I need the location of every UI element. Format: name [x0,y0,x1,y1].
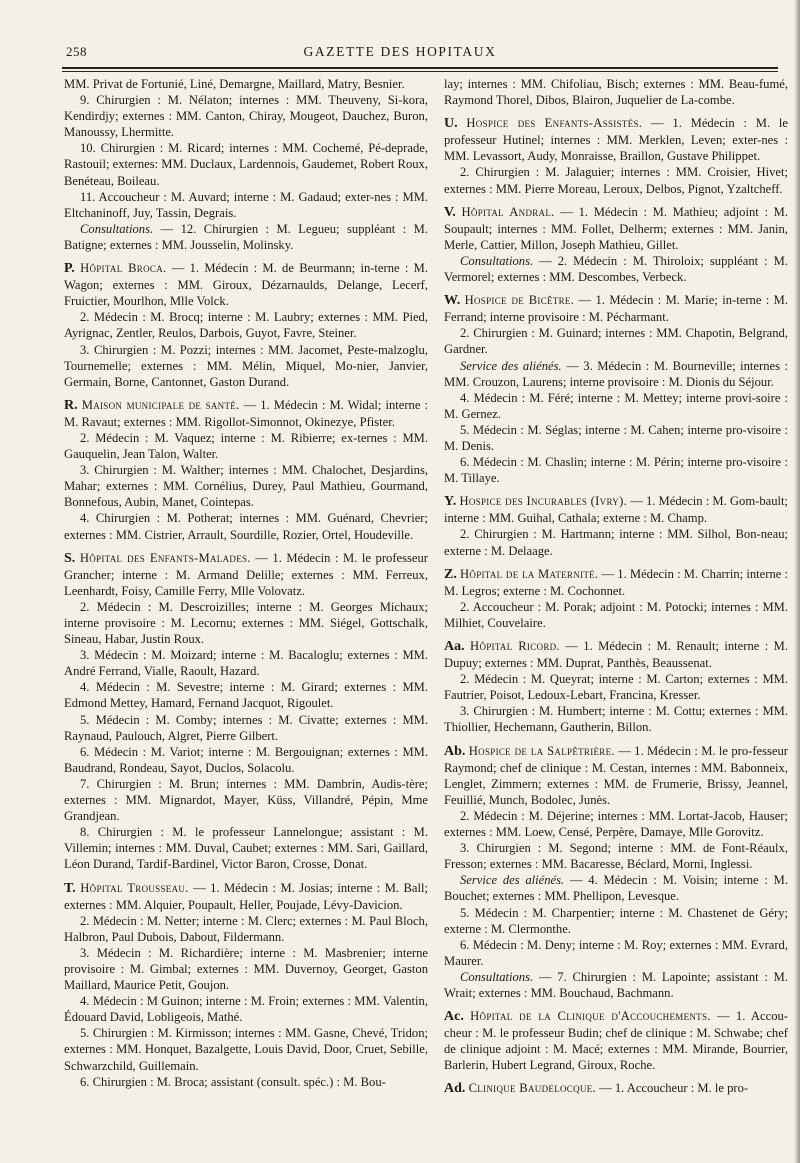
text-paragraph [64,647,428,679]
text-paragraph [64,76,428,92]
paragraph-text: 3. Chirurgien : M. Segond; interne : MM. de Font-Réaulx, Fresson; externes : MM. Bacaresse, Béclard, Morni, Inglessi. [444,841,788,872]
text-paragraph [444,671,788,703]
section-heading: Hôpital Broca. [80,261,167,276]
paragraph-text: 6. Chirurgien : M. Broca; assistant (consult. spéc.) : M. Bou- [80,1074,386,1089]
paragraph-text: 2. Chirurgien : M. Hartmann; interne : MM. Silhol, Bon-neau; externe : M. Delaage. [444,527,788,558]
paragraph-text: 5. Médecin : M. Séglas; interne : M. Cahen; interne pro-visoire : M. Denis. [444,422,788,453]
paragraph-text: 2. Médecin : M. Queyrat; interne : M. Carton; externes : MM. Fautrier, Poisot, Ledoux-Lebart, Francina, Kresser. [444,672,788,703]
paragraph-text: — 1. Médecin : M. Renault; interne : M. Dupuy; externes : MM. Duprat, Panthès, Beaussenat. [444,639,789,671]
page-number: 258 [66,44,87,59]
section-heading: Maison municipale de santé. [81,397,240,412]
paragraph-text: — 1. Médecin : M. Charrin; interne : M. Legros; externe : M. Cochonnet. [444,566,788,598]
text-paragraph [444,703,788,735]
text-paragraph [444,599,788,631]
section-paragraph [444,493,788,526]
section-paragraph [444,1080,788,1097]
paragraph-text: 2. Médecin : M. Netter; interne : M. Clerc; externes : M. Paul Bloch, Halbron, Paul Dubois, Dabout, Fildermann. [64,913,428,944]
section-letter: U. [444,116,458,132]
paragraph-text: 3. Chirurgien : M. Walther; internes : MM. Chalochet, Desjardins, Mahar; externes : MM. Cornélius, Durey, Paul Mathieu, Gourmand, Bonnefous, Aubin, Manet, Cointepas. [64,463,428,510]
section-letter: Ad. [444,1081,466,1097]
text-paragraph [64,189,428,221]
paragraph-text: 6. Médecin : M. Chaslin; interne : M. Périn; interne pro-visoire : M. Tillaye. [444,455,788,486]
paragraph-text: 2. Chirurgien : M. Jalaguier; internes : MM. Croisier, Hivet; externes : MM. Pierre Moreau, Leroux, Delbos, Pignot, Yzaltcheff. [444,165,788,196]
right-column [444,76,788,1098]
paragraph-text: 4. Chirurgien : M. Potherat; internes : MM. Guénard, Chevrier; externes : MM. Cistrier, Arrault, Sourdille, Rozier, Ortel, Houdeville. [64,511,428,542]
paragraph-text: 2. Médecin : M. Descroizilles; interne : M. Georges Michaux; interne provisoire : M. Lecornu; externes : MM. Siégel, Gottschalk, Sineau, Habar, Justin Roux. [64,599,428,647]
text-paragraph [64,744,428,776]
section-paragraph [64,397,428,430]
paragraph-text: 4. Médecin : M. Sevestre; interne : M. Girard; externes : MM. Edmond Mettey, Hamard, Fernand Jacquot, Rigoulet. [64,680,428,711]
text-paragraph [64,342,428,390]
text-paragraph [64,993,428,1025]
section-paragraph [444,292,788,325]
paragraph-text: 8. Chirurgien : M. le professeur Lannelongue; assistant : M. Villemin; internes : MM. Duval, Caubet; externes : MM. Sari, Gaillard, Léon Durand, Tardif-Bardinel, Victor Baron, Crosse, Donat. [64,825,428,872]
section-paragraph [444,204,788,253]
section-heading: Hôpital de la Clinique d'Accouchements. [470,1009,711,1024]
text-paragraph [444,840,788,872]
text-paragraph [64,824,428,872]
text-paragraph [444,872,788,904]
section-letter: P. [64,261,75,277]
paragraph-text: — 1. Médecin : M. de Beurmann; in-terne : M. Wagon; externes : MM. Giroux, Dézarnaulds, Delange, Lecerf, Fruictier, Mourlhon, Mlle Volck. [64,261,428,309]
paragraph-text: — 1. Accou-cheur : M. le professeur Budin; chef de clinique : M. Schwabe; chef de clinique adjoint : M. Macé; externes : MM. Mirande, Bourrier, Barlerin, Hubert Legrand, Giroux, Roche. [444,1009,788,1073]
section-letter: Ac. [444,1009,464,1025]
paragraph-text: 9. Chirurgien : M. Nélaton; internes : MM. Theuveny, Si-kora, Kendirdjy; externes : MM. Canton, Chiray, Mougeot, Dauchez, Buron, Manoussy, Lhermitte. [64,93,428,140]
italic-label: Service des aliénés. [460,873,565,888]
paragraph-text: — 12. Chirurgien : M. Legueu; suppléant : M. Batigne; externes : MM. Jousselin, Molinsky. [64,221,428,252]
paragraph-text: 7. Chirurgien : M. Brun; internes : MM. Dambrin, Audis-tère; externes : MM. Mignardot, Mayer, Küss, Villandré, Pépin, Mme Grandjean. [64,776,428,824]
section-paragraph [64,260,428,309]
section-heading: Hôpital Andral. [461,204,555,219]
text-paragraph [444,390,788,422]
text-paragraph [64,599,428,647]
left-column [64,76,428,1090]
paragraph-text: 3. Chirurgien : M. Humbert; interne : M. Cottu; externes : MM. Thiollier, Hechemann, Gautherin, Billon. [444,704,788,735]
paragraph-text: MM. Privat de Fortunié, Liné, Demargne, Maillard, Matry, Besnier. [64,77,405,91]
text-paragraph [64,1074,428,1090]
text-paragraph [64,679,428,711]
paragraph-text: 11. Accoucheur : M. Auvard; interne : M. Gadaud; exter-nes : MM. Eltchaninoff, Juy, Tassin, Degrais. [64,189,428,220]
section-paragraph [444,566,788,599]
text-paragraph [64,140,428,188]
section-paragraph [444,638,788,671]
paragraph-text: 4. Médecin : M Guinon; interne : M. Froin; externes : MM. Valentin, Édouard David, Lobligeois, Mathé. [64,994,428,1025]
section-letter: Ab. [444,743,466,759]
text-paragraph [64,945,428,993]
text-paragraph [444,422,788,454]
italic-label: Consultations. [460,253,534,268]
paragraph-text: 3. Chirurgien : M. Pozzi; internes : MM. Jacomet, Peste-malzoglu, Tournemelle; externes : MM. Mélin, Miquel, Mo-nier, Janvier, Germain, Borne, Cantonnet, Gaston Durand. [64,342,428,389]
italic-label: Consultations. [80,221,154,236]
text-paragraph [64,712,428,744]
paragraph-text: 3. Médecin : M. Richardière; interne : M. Masbrenier; interne provisoire : M. Gimbal; externes : MM. Duvernoy, Georget, Gaston Maillard, Maurice Petit, Goujon. [64,945,428,993]
paragraph-text: — 1. Médecin : M. Marie; in-terne : M. Ferrand; interne provisoire : M. Pécharmant. [444,293,788,325]
text-paragraph [64,221,428,253]
paragraph-text: 6. Médecin : M. Deny; interne : M. Roy; externes : MM. Evrard, Maurer. [444,937,788,968]
paragraph-text: — 4. Médecin : M. Voisin; interne : M. Bouchet; externes : MM. Phellipon, Levesque. [444,873,788,904]
header-rule-thin [62,71,778,72]
section-heading: Hospice de Bicêtre. [464,293,575,308]
section-heading: Hôpital de la Maternité. [460,566,599,581]
section-letter: T. [64,880,76,896]
text-paragraph [64,913,428,945]
paragraph-text: 5. Médecin : M. Charpentier; interne : M. Chastenet de Géry; externe : M. Clermonthe. [444,905,788,936]
section-letter: Aa. [444,639,465,654]
section-letter: Y. [444,494,457,510]
section-heading: Clinique Baudelocque. [468,1081,596,1096]
text-paragraph [444,454,788,486]
section-letter: W. [444,293,461,309]
paragraph-text: 2. Accoucheur : M. Porak; adjoint : M. Potocki; internes : MM. Milhiet, Couvelaire. [444,599,788,630]
text-paragraph [444,164,788,196]
paragraph-text: — 1. Médecin : M. Josias; interne : M. Ball; externes : MM. Alquier, Poupault, Heller, Poujade, Lévy-Davicion. [64,880,429,912]
paragraph-text: lay; internes : MM. Chifoliau, Bisch; externes : MM. Beau-fumé, Raymond Thorel, Dibos, Blairon, Juquelier de La-combe. [444,77,788,108]
paragraph-text: — 1. Médecin : M. le professeur Hutinel; internes : MM. Merklen, Leven; exter-nes : MM. Levassort, Audy, Monraisse, Braillon, Gustave Philippet. [444,116,788,164]
text-paragraph [444,526,788,558]
paragraph-text: 10. Chirurgien : M. Ricard; internes : MM. Cochemé, Pé-deprade, Rastouil; externes: MM. Duclaux, Lardennois, Gaudemet, Robert Roux, Benéteau, Boileau. [64,141,428,188]
text-paragraph [444,937,788,969]
text-paragraph [444,905,788,937]
paragraph-text: — 7. Chirurgien : M. Lapointe; assistant : M. Wrait; externes : MM. Bouchaud, Bachmann. [444,969,788,1000]
paragraph-text: 2. Médecin : M. Déjerine; internes : MM. Lortat-Jacob, Hauser; externes : MM. Loew, Censé, Perpère, Damaye, Mlle Gorovitz. [444,808,788,840]
section-paragraph [444,1008,788,1073]
section-heading: Hospice des Enfants-Assistés. [466,116,643,131]
section-paragraph [444,743,788,808]
paragraph-text: 4. Médecin : M. Féré; interne : M. Mettey; interne provi-soire : M. Gernez. [444,390,788,421]
paragraph-text: 2. Médecin : M. Brocq; interne : M. Laubry; externes : MM. Pied, Ayrignac, Zentler, Reulos, Darbois, Guyot, Favre, Steiner. [64,310,428,341]
text-paragraph [444,325,788,357]
section-paragraph [64,550,428,599]
text-paragraph [444,358,788,390]
paragraph-text: — 1. Médecin : M. le pro-fesseur Raymond; chef de clinique : M. Cestan, internes : MM. Babonneix, Lenglet, Zimmern; externes : MM. de Frumerie, Brissy, Jeannel, Feuillié, Munch, Bodolec, Junès. [444,743,788,807]
section-heading: Hospice des Incurables (Ivry). [459,494,628,509]
section-heading: Hôpital Trousseau. [80,880,189,895]
text-paragraph [64,510,428,542]
paragraph-text: 5. Médecin : M. Comby; internes : M. Civatte; externes : MM. Raynaud, Paulouch, Algret, Pierre Gilbert. [64,712,428,743]
paragraph-text: — 1. Médecin : M. le professeur Grancher; interne : M. Armand Delille; externes : MM. Ferreux, Leenhardt, Foisy, Camille Ferry, Mlle Volovatz. [64,550,429,598]
running-head: GAZETTE DES HOPITAUX [303,44,497,59]
text-paragraph [444,969,788,1001]
section-heading: Hospice de la Salpêtrière. [468,743,615,758]
paragraph-text: 5. Chirurgien : M. Kirmisson; internes : MM. Gasne, Chevé, Tridon; externes : MM. Honquet, Bazalgette, Louis David, Door, Cruet, Sebille, Schwarzchild, Guillemain. [64,1026,428,1073]
paragraph-text: — 2. Médecin : M. Thiroloix; suppléant : M. Vermorel; externes : MM. Descombes, Verbeck. [444,253,788,285]
text-paragraph [444,253,788,285]
paragraph-text: — 3. Médecin : M. Bourneville; internes : MM. Crouzon, Laurens; interne provisoire : M. Dionis du Séjour. [444,358,789,389]
paragraph-text: 3. Médecin : M. Moizard; interne : M. Bacaloglu; externes : MM. André Ferrand, Vialle, Raoult, Hazard. [64,648,428,679]
text-paragraph [64,462,428,510]
paragraph-text: 2. Chirurgien : M. Guinard; internes : MM. Chapotin, Belgrand, Gardner. [444,326,788,357]
paragraph-text: — 1. Médecin : M. Mathieu; adjoint : M. Soupault; internes : MM. Follet, Delherm; externes : MM. Janin, Merle, Cattier, Millon, Joseph Mathieu, Gillet. [444,204,788,252]
section-heading: Hôpital Ricord. [470,639,560,653]
paragraph-text: 6. Médecin : M. Variot; interne : M. Bergouignan; externes : MM. Baudrand, Rondeau, Sayot, Duclos, Solacolu. [64,744,428,775]
section-letter: S. [64,550,76,566]
italic-label: Consultations. [460,969,534,984]
section-letter: R. [64,397,78,413]
section-heading: Hôpital des Enfants-Malades. [79,550,251,565]
header-rule [62,67,778,69]
text-paragraph [64,1025,428,1073]
section-paragraph [444,115,788,164]
italic-label: Service des aliénés. [460,358,562,373]
text-paragraph [64,776,428,824]
section-letter: Z. [444,566,457,582]
text-paragraph [64,430,428,462]
text-paragraph [444,76,788,108]
paragraph-text: — 1. Médecin : M. Gom-bault; interne : MM. Guihal, Cathala; externe : M. Champ. [444,494,788,526]
paragraph-text: — 1. Accoucheur : M. le pro- [595,1081,749,1096]
paragraph-text: — 1. Médecin : M. Widal; interne : M. Ravaut; externes : MM. Rigollot-Simonnot, Okinezye, Pfister. [64,397,429,429]
paragraph-text: 2. Médecin : M. Vaquez; interne : M. Ribierre; ex-ternes : MM. Gauquelin, Jean Talon, Walter. [64,430,428,462]
text-paragraph [444,808,788,840]
text-paragraph [64,309,428,341]
page-edge-shadow [794,0,800,1163]
section-letter: V. [444,204,456,220]
text-paragraph [64,92,428,140]
section-paragraph [64,880,428,913]
